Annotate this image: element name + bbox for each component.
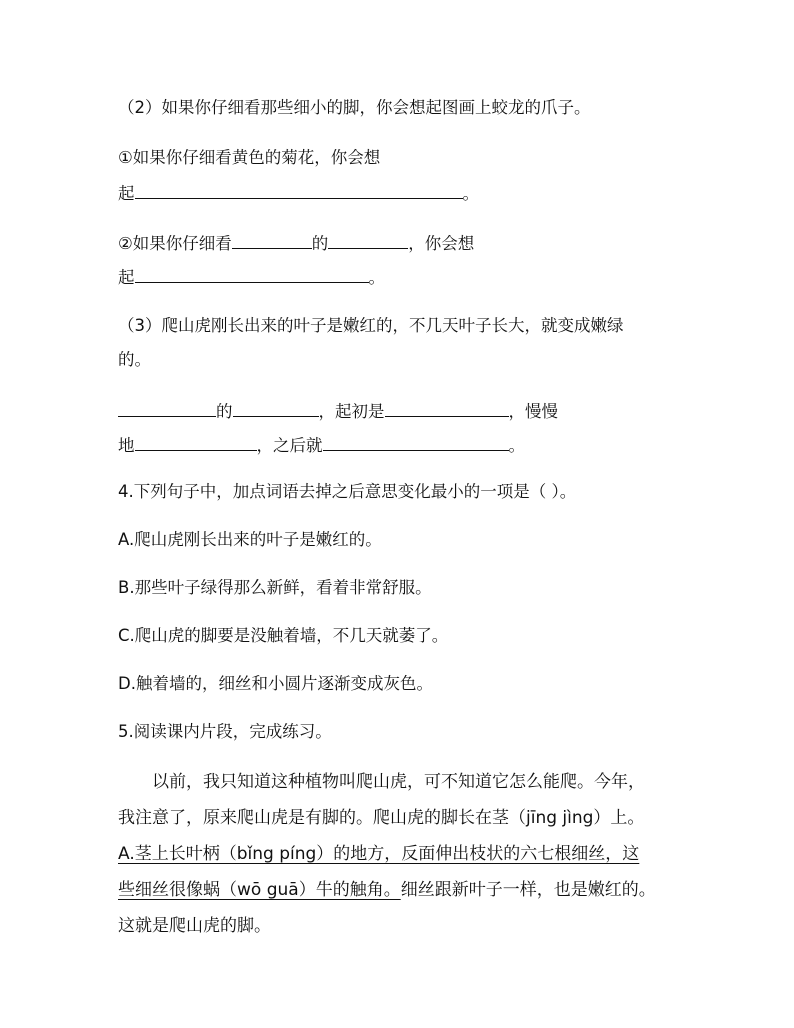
- passage-line-1: 以前，我只知道这种植物叫爬山虎，可不知道它怎么能爬。今年，: [152, 772, 645, 792]
- passage-line-5: 这就是爬山虎的脚。: [118, 916, 271, 936]
- text: 。: [368, 268, 385, 287]
- answer-blank[interactable]: [232, 230, 312, 249]
- text: 起: [118, 268, 135, 287]
- q3-part2-item2-prompt: [118, 230, 474, 256]
- q3-part3-stem-line1: （3）爬山虎刚长出来的叶子是嫩红的，不几天叶子长大，就变成嫩绿: [118, 316, 624, 335]
- answer-blank[interactable]: [385, 398, 509, 417]
- answer-blank[interactable]: [135, 180, 463, 199]
- q3-part3-fill-line2: [118, 432, 525, 458]
- q3-part3-fill-line1: [118, 398, 558, 424]
- q3-part2-item2-answer-line: [118, 264, 385, 290]
- passage-line-3-underlined: A.茎上长叶柄（bǐng píng）的地方，反面伸出枝状的六七根细丝，这: [118, 844, 640, 864]
- text: 。: [462, 184, 479, 203]
- text: 地: [118, 436, 135, 455]
- text: 的: [311, 234, 329, 253]
- text: 。: [508, 436, 525, 455]
- q3-part2-item1-answer-line: [118, 180, 479, 206]
- text: ，之后就: [256, 436, 323, 455]
- q3-part2-stem: （2）如果你仔细看那些细小的脚，你会想起图画上蛟龙的爪子。: [118, 98, 591, 117]
- passage-line-2: 我注意了，原来爬山虎是有脚的。爬山虎的脚长在茎（jīng jìng）上。: [118, 808, 645, 828]
- text: ，起初是: [318, 402, 385, 421]
- q5-stem: 5.阅读课内片段，完成练习。: [118, 722, 332, 741]
- text: 的: [216, 402, 233, 421]
- underlined-text: 些细丝很像蜗（wō guā）牛的触角。: [118, 880, 401, 900]
- text: 细丝跟新叶子一样，也是嫩红的。: [400, 880, 656, 900]
- answer-blank[interactable]: [135, 264, 369, 283]
- q4-option-c[interactable]: C.爬山虎的脚要是没触着墙，不几天就萎了。: [118, 626, 449, 645]
- q3-part2-item1-prompt: ①如果你仔细看黄色的菊花，你会想: [118, 148, 381, 167]
- text: ，你会想: [408, 234, 475, 253]
- answer-blank[interactable]: [323, 432, 509, 451]
- text: ②如果你仔细看: [118, 234, 232, 253]
- q4-option-d[interactable]: D.触着墙的，细丝和小圆片逐渐变成灰色。: [118, 674, 433, 693]
- q3-part3-stem-line2: 的。: [118, 350, 151, 369]
- q4-option-b[interactable]: B.那些叶子绿得那么新鲜，看着非常舒服。: [118, 578, 432, 597]
- text: 起: [118, 184, 135, 203]
- answer-blank[interactable]: [328, 230, 408, 249]
- answer-blank[interactable]: [118, 398, 216, 417]
- q4-stem: 4.下列句子中，加点词语去掉之后意思变化最小的一项是（ ）。: [118, 482, 577, 501]
- q4-option-a[interactable]: A.爬山虎刚长出来的叶子是嫩红的。: [118, 530, 382, 549]
- answer-blank[interactable]: [135, 432, 257, 451]
- answer-blank[interactable]: [233, 398, 319, 417]
- text: ，慢慢: [508, 402, 558, 421]
- passage-line-4: [118, 878, 656, 902]
